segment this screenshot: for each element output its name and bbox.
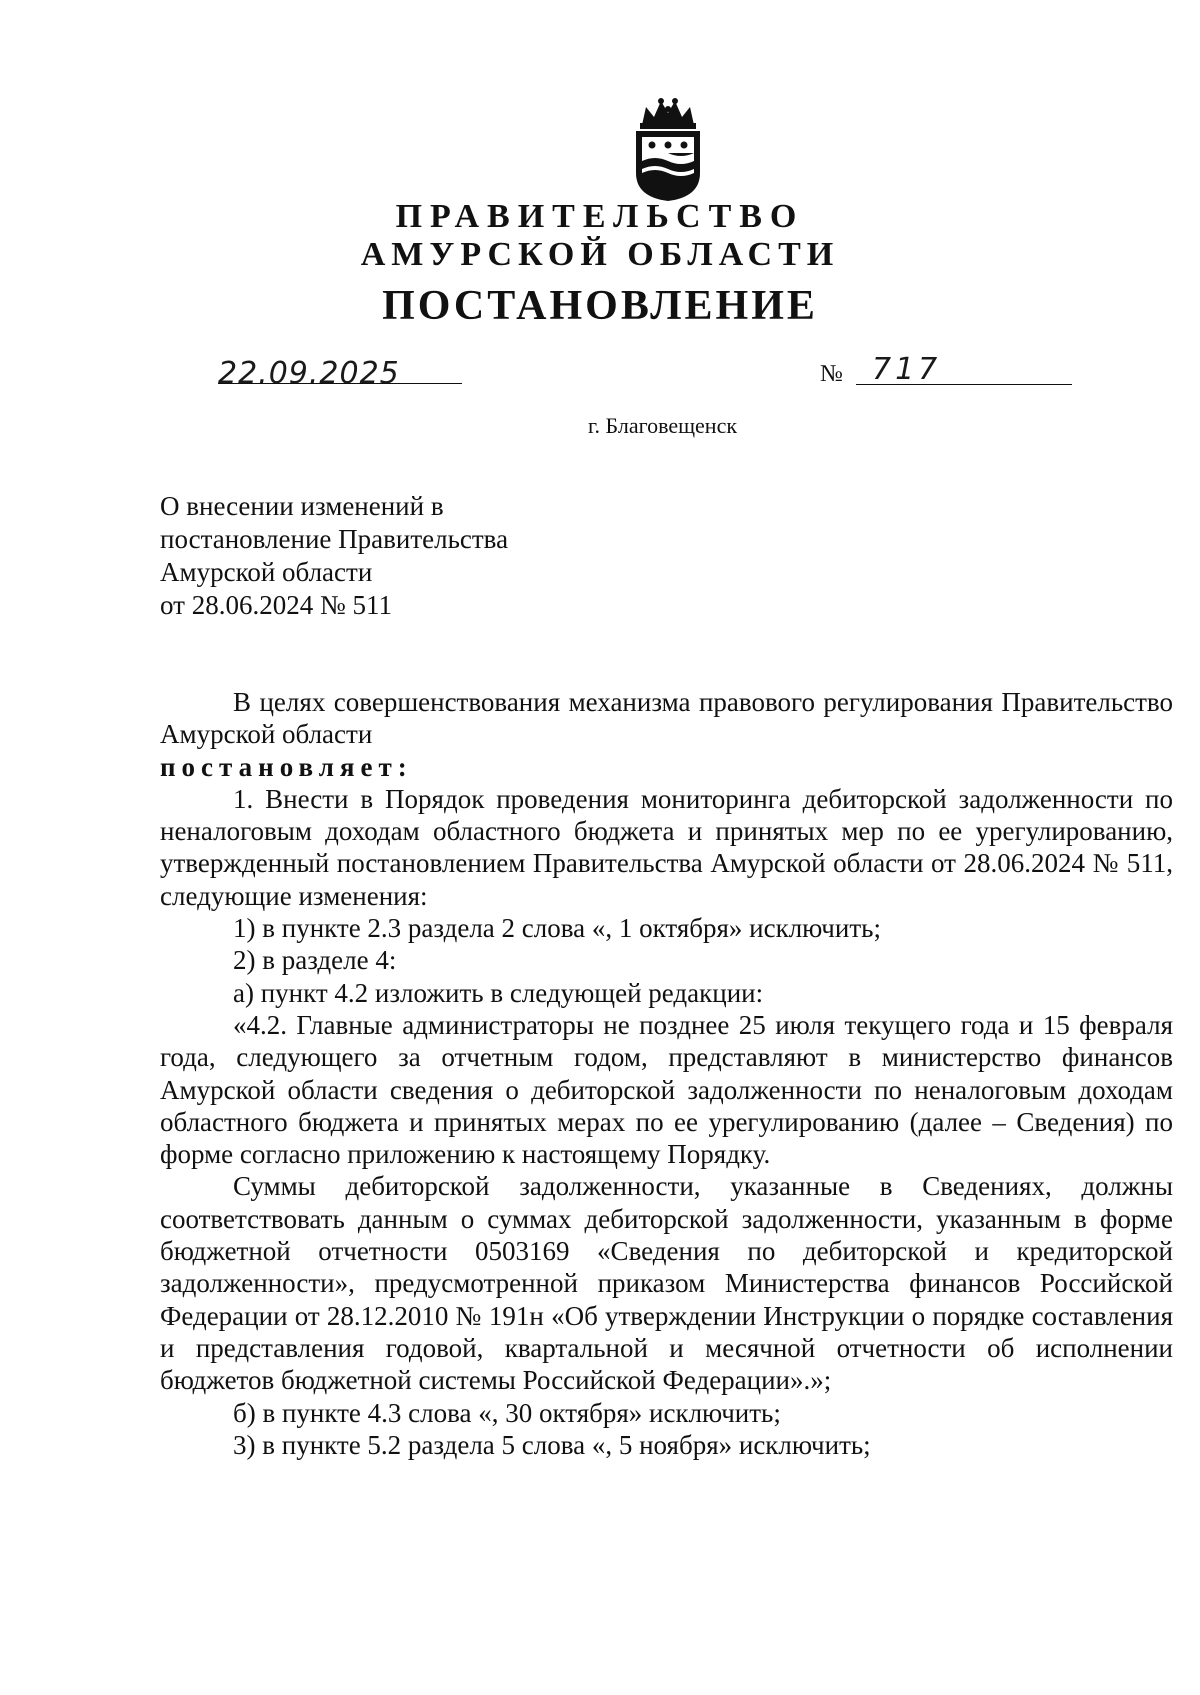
sums-paragraph: Суммы дебиторской задолженности, указанные в Сведениях, должны соответствовать данным о суммах дебиторской задолженности, указанным в форме бюджетной отчетности 0503169 «Сведения по дебиторской и кредиторской задолженности», предусмотренной приказом Министерства финансов Российской Федерации от 28.12.2010 № 191н «Об утверждении Инструкции о порядке составления и представления годовой, квартальной и месячной отчетности об исполнении бюджетов бюджетной системы Российской Федерации».»; — [160, 1171, 1173, 1396]
region-title: АМУРСКОЙ ОБЛАСТИ — [360, 236, 840, 273]
resolve-word: постановляет: — [160, 751, 413, 782]
amur-region-emblem-icon — [628, 95, 708, 203]
number-label: № — [820, 361, 843, 387]
subject-line: постановление Правительства — [160, 524, 509, 554]
item-1-3-paragraph: 3) в пункте 5.2 раздела 5 слова «, 5 ноября» исключить; — [233, 1429, 871, 1460]
document-body — [160, 686, 1173, 1461]
item-1-2-paragraph: 2) в разделе 4: — [233, 945, 397, 976]
subject-line: О внесении изменений в — [160, 491, 444, 521]
item-1-paragraph: 1. Внести в Порядок проведения мониторинга дебиторской задолженности по неналоговым доходам областного бюджета и принятых мер по ее урегулированию, утвержденный постановлением Правительства Амурской области от 28.06.2024 № 511, следующие изменения: — [160, 783, 1173, 911]
city: г. Благовещенск — [587, 413, 738, 438]
quoted-clause-paragraph: «4.2. Главные администраторы не позднее 25 июля текущего года и 15 февраля года, следующего за отчетным годом, представляют в министерство финансов Амурской области сведения о дебиторской задолженности по неналоговым доходам областного бюджета и принятых мерах по ее урегулированию (далее – Сведения) по форме согласно приложению к настоящему Порядку. — [160, 1009, 1173, 1170]
subject-line: от 28.06.2024 № 511 — [160, 590, 392, 620]
number-underline — [856, 384, 1072, 385]
item-1-1-paragraph: 1) в пункте 2.3 раздела 2 слова «, 1 октября» исключить; — [233, 913, 881, 944]
date-underline — [218, 383, 462, 384]
handwritten-number: 717 — [872, 352, 942, 387]
handwritten-date: 22.09.2025 — [218, 356, 400, 391]
document-subject — [160, 490, 508, 622]
preamble-paragraph: В целях совершенствования механизма правового регулирования Правительство Амурской области — [160, 687, 1173, 750]
government-title: ПРАВИТЕЛЬСТВО — [395, 198, 805, 235]
item-1-2a-paragraph: а) пункт 4.2 изложить в следующей редакции: — [233, 977, 764, 1008]
subject-line: Амурской области — [160, 557, 373, 587]
document-type: ПОСТАНОВЛЕНИЕ — [382, 283, 818, 329]
item-1-2b-paragraph: б) в пункте 4.3 слова «, 30 октября» исключить; — [233, 1397, 781, 1428]
